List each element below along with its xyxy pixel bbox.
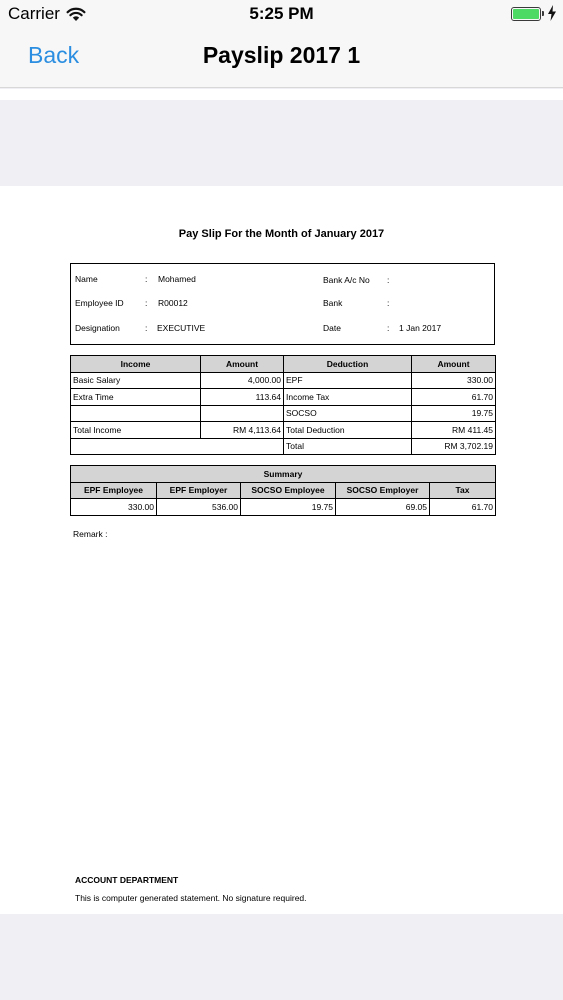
battery-icon — [511, 7, 541, 21]
battery-tip — [542, 11, 544, 16]
epf-employee-header: EPF Employee — [71, 482, 157, 499]
table-row — [71, 372, 496, 389]
earnings-deductions-table — [70, 355, 496, 455]
income-item: Extra Time — [71, 389, 201, 406]
name-label: Name — [75, 274, 98, 284]
socso-employer-value: 69.05 — [336, 499, 430, 516]
socso-employee-header: SOCSO Employee — [241, 482, 336, 499]
income-amount: 4,000.00 — [201, 372, 284, 389]
empty-cell — [71, 438, 284, 455]
deduction-item: EPF — [284, 372, 412, 389]
income-item — [71, 405, 201, 422]
payslip-title: Pay Slip For the Month of January 2017 — [178, 228, 385, 240]
designation-label: Designation — [75, 323, 120, 333]
deduction-item: SOCSO — [284, 405, 412, 422]
account-department-label: ACCOUNT DEPARTMENT — [75, 875, 179, 885]
deduction-amount-header: Amount — [412, 356, 496, 373]
summary-title: Summary — [71, 466, 496, 483]
bank-account-label: Bank A/c No — [323, 275, 370, 285]
deduction-item: Income Tax — [284, 389, 412, 406]
epf-employer-header: EPF Employer — [157, 482, 241, 499]
income-amount: 113.64 — [201, 389, 284, 406]
remark-label: Remark : — [73, 529, 108, 539]
payslip-document[interactable] — [0, 186, 563, 914]
deduction-amount: 19.75 — [412, 405, 496, 422]
deduction-amount: 330.00 — [412, 372, 496, 389]
date-value: 1 Jan 2017 — [399, 323, 442, 333]
deduction-amount: 61.70 — [412, 389, 496, 406]
total-income-value: RM 4,113.64 — [201, 422, 284, 439]
name-value: Mohamed — [158, 274, 196, 284]
income-header: Income — [71, 356, 201, 373]
summary-values-row — [71, 499, 496, 516]
employee-id-value: R00012 — [158, 298, 188, 308]
carrier-label: Carrier — [8, 4, 60, 23]
table-row — [71, 438, 496, 455]
epf-employee-value: 330.00 — [71, 499, 157, 516]
table-header-row — [71, 356, 496, 373]
navigation-bar — [0, 28, 563, 88]
bank-account-colon: : — [387, 275, 390, 285]
table-row — [71, 405, 496, 422]
socso-employer-header: SOCSO Employer — [336, 482, 430, 499]
total-deduction-value: RM 411.45 — [412, 422, 496, 439]
employee-id-colon: : — [145, 298, 148, 308]
status-time: 5:25 PM — [249, 4, 314, 23]
summary-title-row — [71, 466, 496, 483]
page-title: Payslip 2017 1 — [202, 42, 361, 68]
back-button[interactable]: Back — [28, 42, 80, 68]
status-bar — [0, 0, 563, 28]
designation-colon: : — [145, 323, 148, 333]
income-item: Basic Salary — [71, 372, 201, 389]
summary-table — [70, 465, 496, 516]
bank-colon: : — [387, 298, 390, 308]
employee-info-box — [70, 263, 495, 345]
employee-id-label: Employee ID — [75, 298, 124, 308]
socso-employee-value: 19.75 — [241, 499, 336, 516]
tax-header: Tax — [430, 482, 496, 499]
total-income-label: Total Income — [71, 422, 201, 439]
tax-value: 61.70 — [430, 499, 496, 516]
income-amount — [201, 405, 284, 422]
top-spacer — [0, 89, 563, 100]
income-amount-header: Amount — [201, 356, 284, 373]
net-total-value: RM 3,702.19 — [412, 438, 496, 455]
table-row — [71, 422, 496, 439]
deduction-header: Deduction — [284, 356, 412, 373]
document-top-margin — [0, 100, 563, 186]
net-total-label: Total — [284, 438, 412, 455]
name-colon: : — [145, 274, 148, 284]
total-deduction-label: Total Deduction — [284, 422, 412, 439]
designation-value: EXECUTIVE — [157, 323, 206, 333]
summary-header-row — [71, 482, 496, 499]
date-label: Date — [323, 323, 341, 333]
date-colon: : — [387, 323, 390, 333]
computer-generated-note: This is computer generated statement. No signature required. — [75, 893, 307, 903]
table-row — [71, 389, 496, 406]
battery-level-fill — [513, 9, 539, 19]
charging-bolt-icon — [547, 5, 557, 21]
epf-employer-value: 536.00 — [157, 499, 241, 516]
bank-label: Bank — [323, 298, 343, 308]
